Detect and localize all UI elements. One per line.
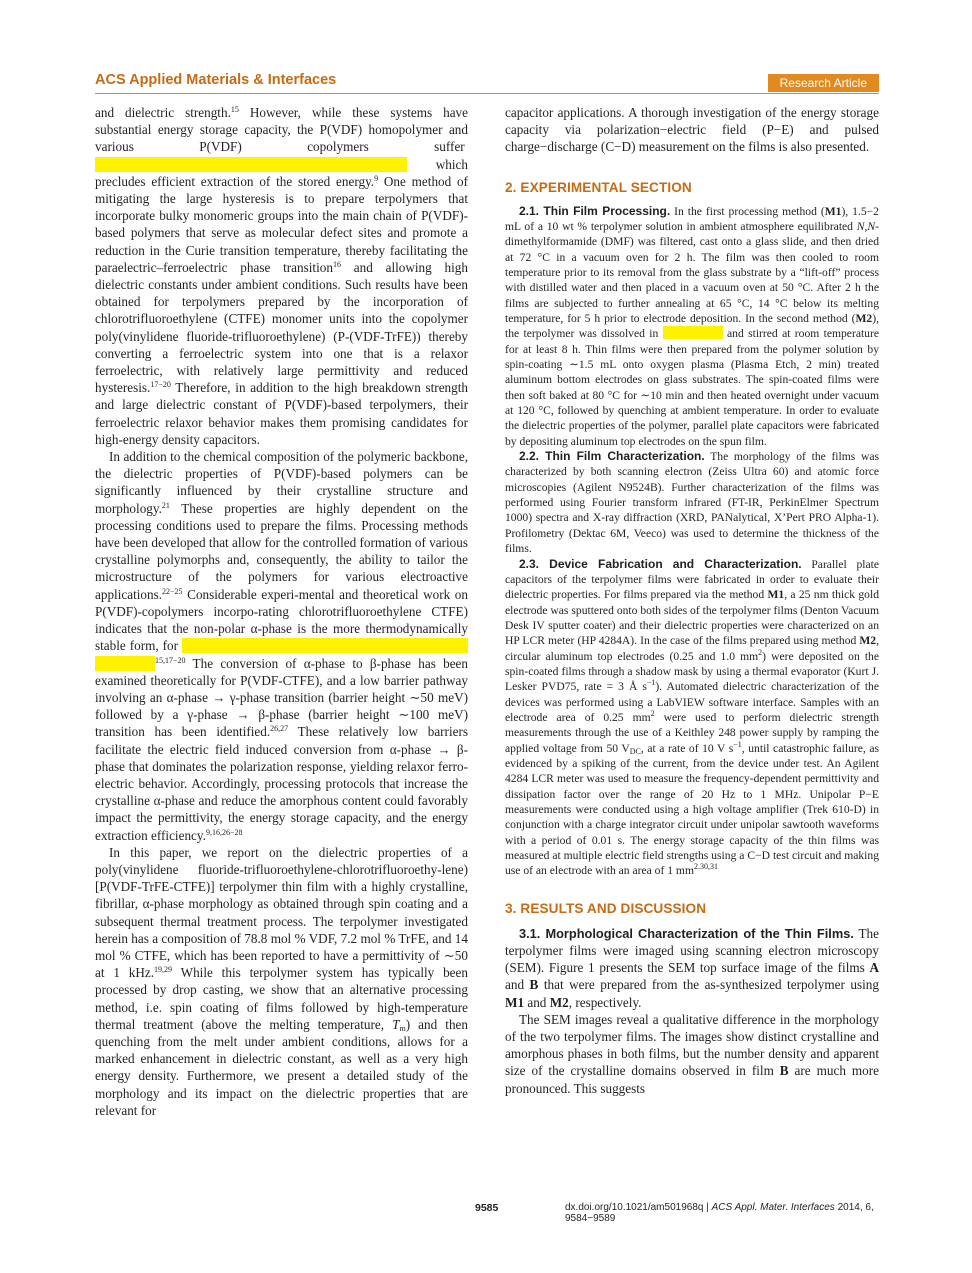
citation-ref[interactable]: 9 (374, 173, 379, 183)
left-paragraph-3: In this paper, we report on the dielectric properties of a poly(vinylidene fluoride-trifluoroethylene-chlorotrifluoroethy-lene) [P(VDF-TrFE-CTFE)] terpolymer thin film with a highly crystalline, fibrillar, α-phase morphology as obtained through spin coating and a subsequent thermal treatment process. The terpolymer investigated herein has a composition of 78.8 mol % VDF, 7.2 mol % TrFE, and 14 mol % CTFE, which has been reported to have a permittivity of ∼50 at 1 kHz.$^{19,29}$ While this terpolymer system has typically been processed by drop casting, we show that an alternative processing method, i.e. spin coating of films followed by high-temperature thermal treatment (above the melting temperature, $T_m$) and then quenching from the melt under ambient conditions, allows for a marked enhancement in dielectric constant, as well as a very high energy density. Furthermore, we present a detailed study of the morphology and its impact on the dielectric properties that are relevant for (95, 844, 469, 1118)
left-column (95, 104, 468, 1119)
section-2-heading: 2. EXPERIMENTAL SECTION (505, 179, 692, 195)
citation-ref[interactable]: 15 (230, 105, 239, 114)
subsection-2-3: 2.3. Device Fabrication and Characterization. Parallel plate capacitors of the terpolymer films were fabricated in order to evaluate their dielectric properties. For films prepared via the method M1, a 25 nm thick gold electrode was sputtered onto both sides of the terpolymer films (Denton Vacuum Desk IV sputter coater) and their dielectric properties were characterized on an HP LCR meter (HP 4284A). In the case of the films prepared using method M2, circular aluminum top electrodes (0.25 and 1.0 $mm^2$) were deposited on the spin-coated films through a shadow mask by using a thermal evaporator (Kurt J. Lesker PVD75, rate = 3 Å $s^{-1}$). Automated dielectric characterization of the devices was performed using a LabVIEW software interface. Samples with an electrode area of 0.25 $mm^2$ were used to perform dielectric strength measurements through the use of a Keithley 248 power supply by ramping the applied voltage from 50 $V_{DC}$, at a rate of 10 V $s^{-1}$, until catastrophic failure, as evidenced by a spiking of the current, from the device under test. An Agilent 4284 LCR meter was used to measure the frequency-dependent permittivity and dissipation factor over the range of 20 Hz to 1 MHz. Unipolar P−E measurements were conducted using a high voltage amplifier (Trek 610-D) in conjunction with a charge integrator circuit under unipolar sawtooth waveforms with a period of 0.01 s. The energy storage capacity of the thin films was measured at multiple electric field strengths using a C−D test circuit and making use of an electrode with an area of 1 $mm^{2.30,31}$ (505, 556, 879, 878)
journal-title: ACS Applied Materials & Interfaces (95, 72, 337, 88)
highlight-redacted (95, 656, 155, 671)
subsection-2-1: 2.1. Thin Film Processing. In the first processing method (M1), 1.5−2 mL of a 10 wt % terpolymer solution in ambient atmosphere equilibrated N,N-dimethylformamide (DMF) was filtered, cast onto a glass slide, and then dried at 72 °C in a vacuum oven for 2 h. The film was then cooled to room temperature prior to its removal from the glass substrate by a “lift-off” process with distilled water and then placed in a vacuum oven at 50 °C. After 2 h the films are subjected to further annealing at 65 °C, 14 °C below its melting temperature, for 5 h prior to electrode deposition. In the second method (M2), the terpolymer was dissolved in and stirred at room temperature for at least 8 h. Thin films were then prepared from the polymer solution by spin-coating ∼1.5 mL onto oxygen plasma (Plasma Etch, 2 min) treated aluminum bottom electrodes on glass substrates. The spin-coated films were then soft baked at 80 °C for ∼10 min and then heated overnight under vacuum at 120 °C, followed by quenching at ambient temperature. In order to evaluate the dielectric properties of the polymer, parallel plate capacitors were fabricated by depositing aluminum top electrodes on the spun film. (505, 203, 879, 448)
citation-ref[interactable]: 19,29 (154, 965, 173, 975)
highlight-redacted (95, 157, 407, 172)
subsection-2-2: 2.2. Thin Film Characterization. The morphology of the films was characterized by both scanning electron (Zeiss Ultra 60) and atomic force microscopies (Agilent N9524B). Further characterization of the films was performed using Fourier transform infrared (FT-IR, PerkinElmer Spectrum 1000) spectra and X-ray diffraction (XRD, PANalytical, X’Pert PRO Alpha-1). Profilometry (Dektac 6M, Veeco) was used to determine the thickness of the films. (505, 449, 879, 556)
left-paragraph-2: In addition to the chemical composition of the polymeric backbone, the dielectric properties of P(VDF)-based polymers can be significantly influenced by their crystalline structure and morphology.$^{21}$ These properties are highly dependent on the processing conditions used to prepare the films. Processing methods have been developed that allow for the controlled formation of various crystalline polymorphs and, consequently, the ability to tailor the microstructure of the polymers for various electroactive applications.$^{22-25}$ Considerable experi-mental and theoretical work on P(VDF)-copolymers incorpo-rating chlorotrifluoroethylene CTFE) indicates that the non-polar α-phase is the more thermodynamically stable form, for $^{15,17-20}$ The conversion of α-phase to β-phase has been examined theoretically for P(VDF-CTFE), and a low barrier pathway involving an α-phase → γ-phase transition (barrier height ∼50 meV) followed by a γ-phase → β-phase (barrier height ∼100 meV) transition has been identified.$^{26,27}$ These relatively low barriers facilitate the electric field induced conversion from α-phase → β-phase that dominates the polarization response, yielding relaxor ferro-electric behavior. Accordingly, processing protocols that increase the crystalline α-phase and reduce the amorphous content could favorably impact the permittivity, the energy storage capacity, and the energy extraction efficiency.$^{9,16,26-28}$ (95, 449, 468, 843)
header-rule (95, 93, 879, 94)
citation-ref[interactable]: 9,16,26−28 (205, 827, 243, 837)
citation-ref[interactable]: 21 (161, 500, 170, 510)
left-paragraph-1: and dielectric strength.$^{15}$ However, while these systems have substantial energy storage capacity, the P(VDF) homopolymer and various P(VDF) copolymers suffer which precludes efficient extraction of the stored energy.$^9$ One method of mitigating the large hysteresis is to prepare terpolymers that incorporate bulky monomeric groups into the main chain of P(VDF)-based polymers that serve as molecular defect sites and promote a reduction in the Curie transition temperature, thereby facilitating the paraelectric–ferroelectric phase transition$^{16}$ and allowing high dielectric constants under ambient conditions. Such results have been obtained for terpolymers prepared by the incorporation of chlorotrifluoroethylene (CTFE) monomer units into the copolymer poly(vinylidene fluoride-trifluoroethylene) (P-(VDF-TrFE)) thereby converting a ferroelectric system into one that is a relaxor ferroelectric, with relatively large permittivity and reduced hysteresis.$^{17-20}$ Therefore, in addition to the high breakdown strength and large dielectric constant of P(VDF)-based terpolymers, their ferroelectric relaxor behavior makes them promising candidates for high-energy density capacitors. (95, 105, 469, 447)
citation-ref[interactable]: .30,31 (697, 862, 718, 872)
page-footer (95, 1202, 879, 1224)
right-column (505, 104, 879, 1097)
page-header (95, 72, 879, 94)
citation-ref[interactable]: 16 (332, 259, 341, 269)
right-paragraph-intro: capacitor applications. A thorough investigation of the energy storage capacity via polarization−electric field (P−E) and pulsed charge−discharge (C−D) measurement on the films is also presented. (505, 105, 879, 155)
citation-ref[interactable]: 26,27 (270, 724, 289, 734)
article-type-badge: Research Article (768, 74, 879, 92)
citation-ref[interactable]: 15,17−20 (155, 655, 186, 665)
citation-ref[interactable]: 17−20 (150, 380, 171, 390)
subsection-3-1: 3.1. Morphological Characterization of the Thin Films. The terpolymer films were imaged using scanning electron microscopy (SEM). Figure 1 presents the SEM top surface image of the films A and B that were prepared from the as-synthesized terpolymer using M1 and M2, respectively. (505, 925, 879, 1010)
highlight-redacted (663, 326, 723, 339)
section-3-heading: 3. RESULTS AND DISCUSSION (505, 900, 707, 916)
page-number: 9585 (475, 1202, 499, 1214)
doi-link[interactable]: dx.doi.org/10.1021/am501968q (565, 1202, 704, 1213)
footer-citation: dx.doi.org/10.1021/am501968q | ACS Appl. Mater. Interfaces 2014, 6, 9584−9589 (565, 1202, 874, 1224)
citation-ref[interactable]: 22−25 (162, 586, 183, 596)
highlight-redacted (182, 638, 468, 653)
right-paragraph-last: The SEM images reveal a qualitative difference in the morphology of the two terpolymer films. The images show distinct crystalline and amorphous phases in both films, but the number density and apparent size of the crystalline domains observed in film B are much more pronounced. This suggests (505, 1011, 879, 1096)
